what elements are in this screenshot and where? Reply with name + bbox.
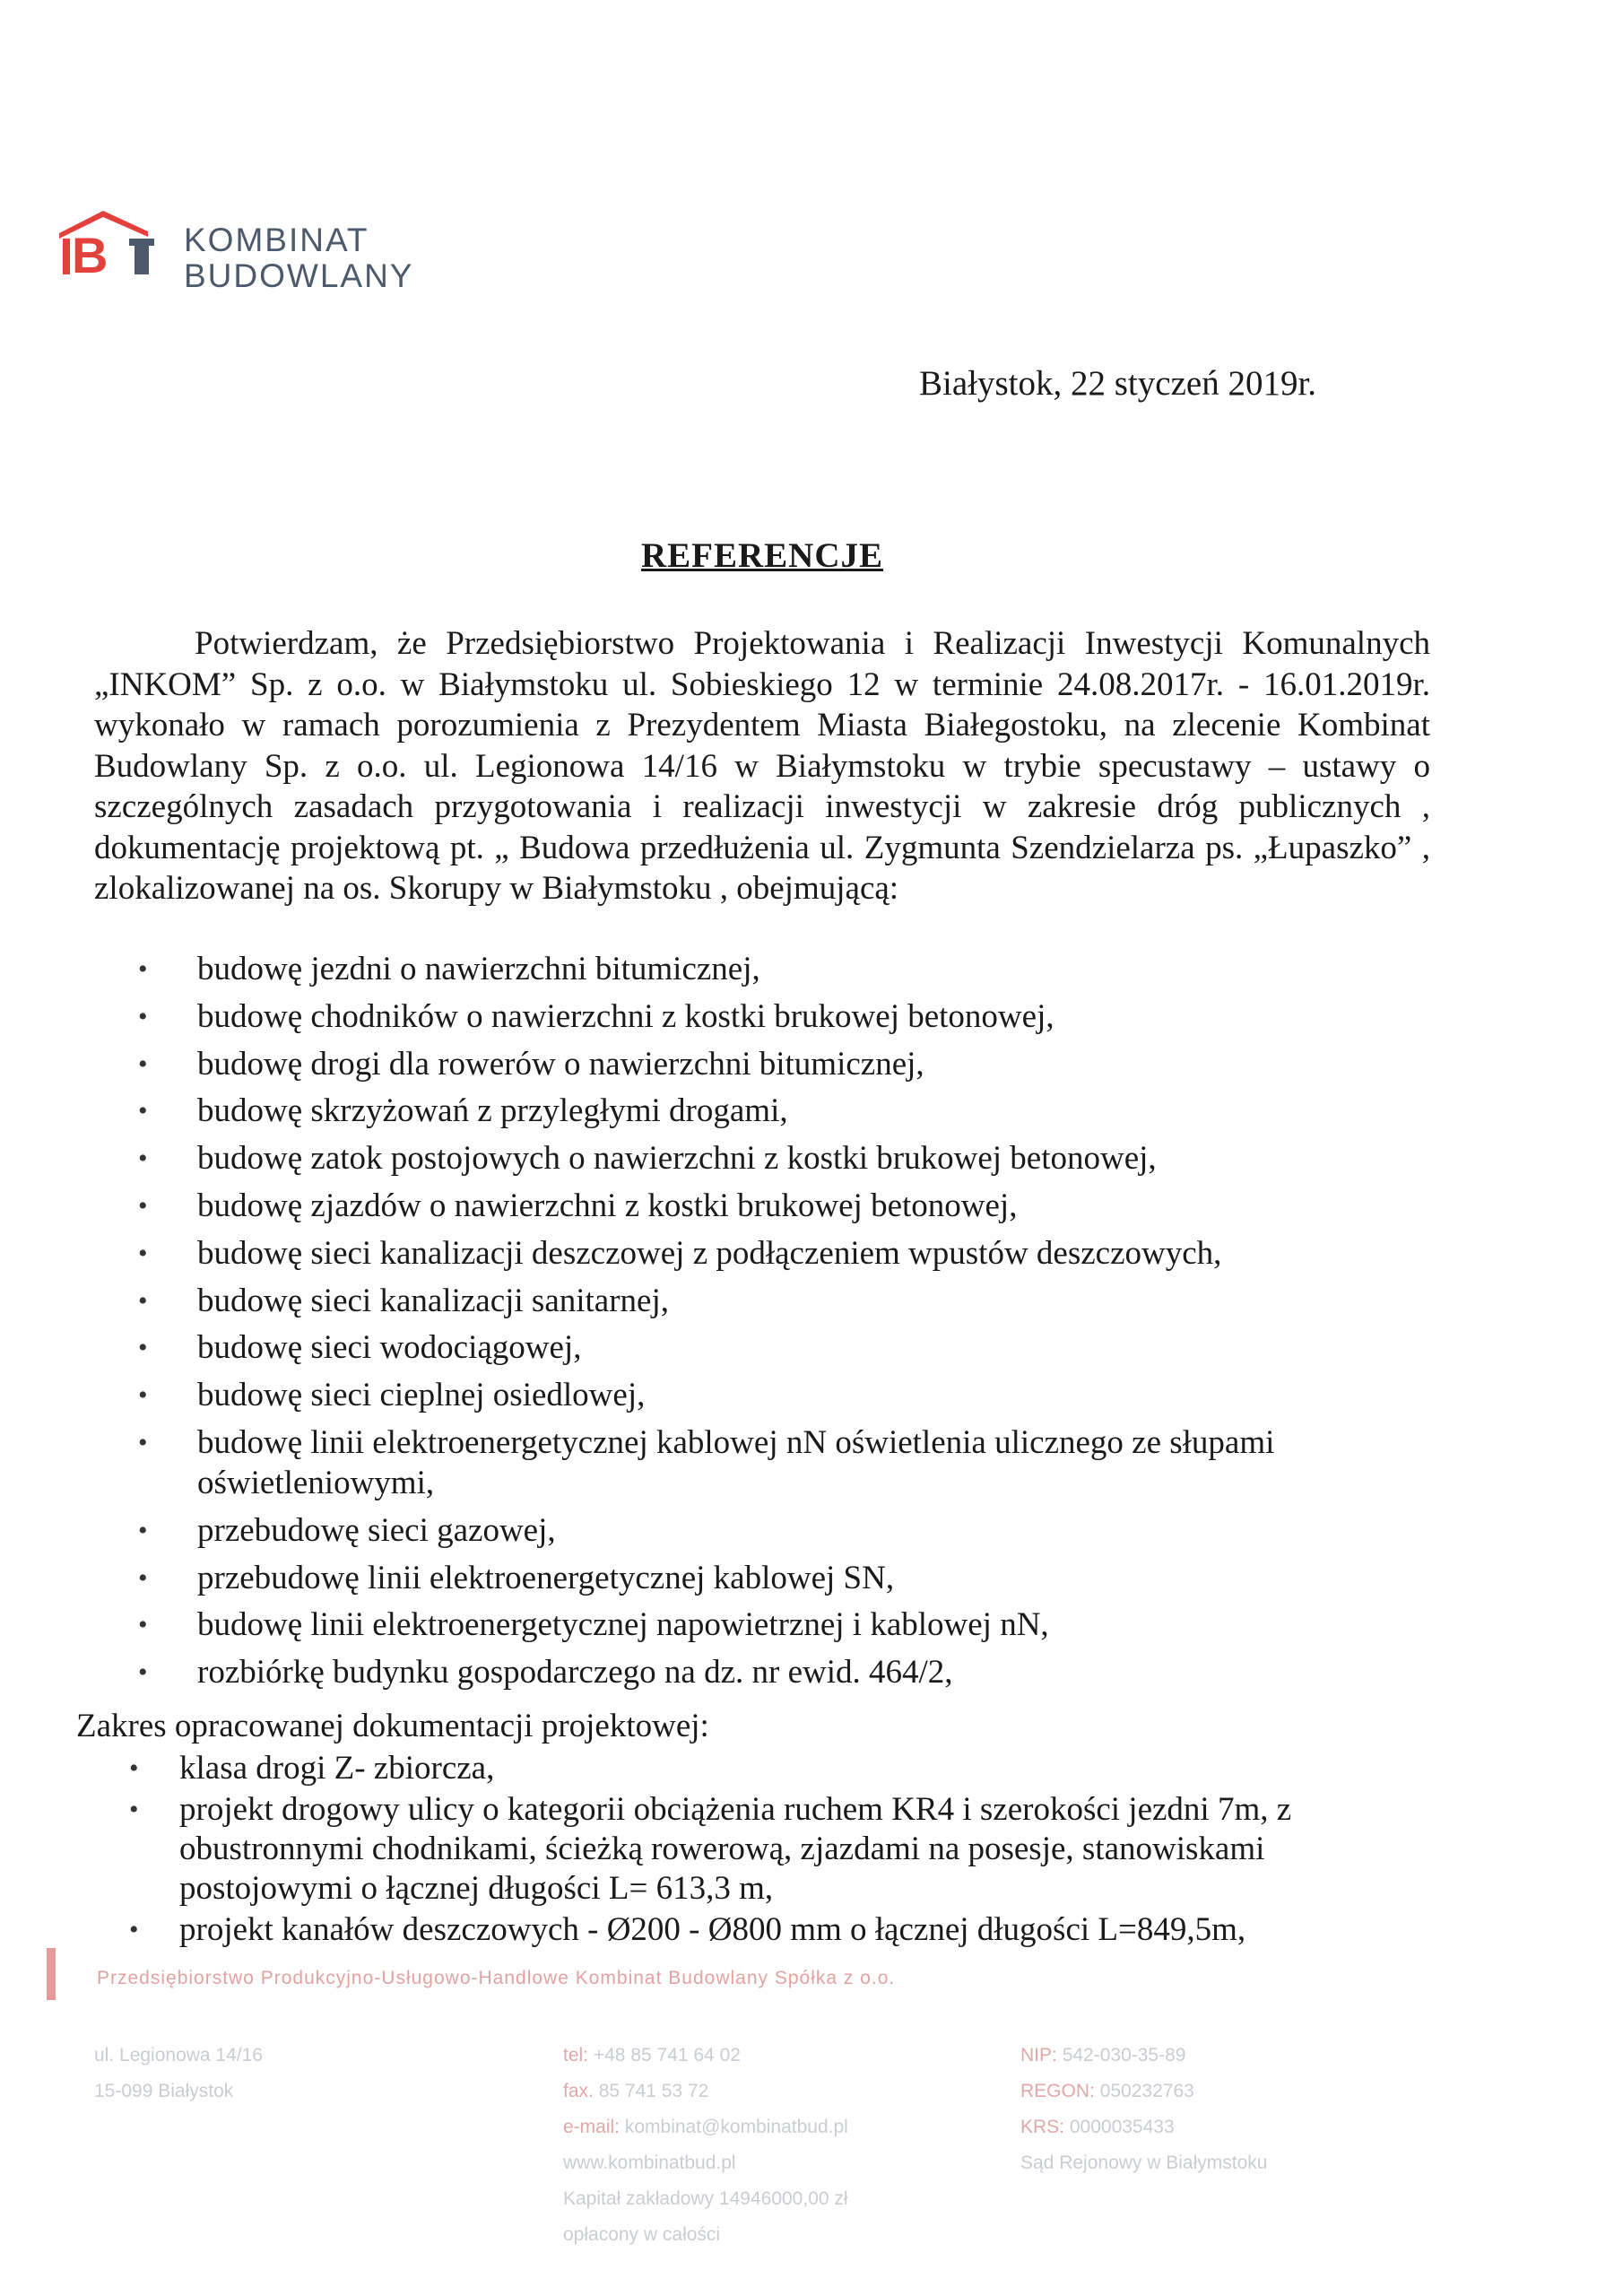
capital-paid-line — [563, 2217, 848, 2253]
address-line: 15-099 Białystok — [94, 2081, 234, 2101]
list-item: • budowę linii elektroenergetycznej kablowej nN oświetlenia ulicznego ze słupami oświetleniowymi, — [135, 1422, 1426, 1503]
footer-registry — [1020, 2038, 1267, 2181]
nip-label: NIP: — [1020, 2045, 1057, 2066]
footer-company-name: Przedsiębiorstwo Produkcyjno-Usługowo-Handlowe Kombinat Budowlany Spółka z o.o. — [97, 1968, 896, 1988]
works-list — [135, 949, 1426, 1700]
capital-line — [563, 2181, 848, 2217]
svg-text:B: B — [72, 227, 108, 278]
list-item: • budowę chodników o nawierzchni z kostki brukowej betonowej, — [135, 996, 1426, 1037]
capital-value: Kapitał zakładowy 14946000,00 zł — [563, 2188, 848, 2209]
list-item: • budowę skrzyżowań z przyległymi drogami, — [135, 1091, 1426, 1131]
registry-krs — [1020, 2109, 1267, 2145]
website-value: www.kombinatbud.pl — [563, 2152, 736, 2173]
regon-label: REGON: — [1020, 2081, 1095, 2101]
krs-label: KRS: — [1020, 2117, 1065, 2137]
list-item: • budowę drogi dla rowerów o nawierzchni bitumicznej, — [135, 1044, 1426, 1084]
address-line: ul. Legionowa 14/16 — [94, 2045, 263, 2066]
list-item: • budowę sieci cieplnej osiedlowej, — [135, 1375, 1426, 1415]
regon-value: 050232763 — [1099, 2081, 1194, 2101]
list-item: • budowę sieci kanalizacji deszczowej z podłączeniem wpustów deszczowych, — [135, 1233, 1426, 1274]
list-item: • budowę linii elektroenergetycznej napowietrznej i kablowej nN, — [135, 1605, 1426, 1645]
phone-label: tel: — [563, 2045, 589, 2066]
contact-fax — [563, 2074, 848, 2109]
letter-date: Białystok, 22 styczeń 2019r. — [919, 364, 1317, 403]
logo-line-2: BUDOWLANY — [184, 257, 414, 294]
footer-contact — [563, 2038, 848, 2253]
fax-label: fax. — [563, 2081, 594, 2101]
krs-value: 0000035433 — [1069, 2117, 1175, 2137]
list-item: • rozbiórkę budynku gospodarczego na dz. nr ewid. 464/2, — [135, 1652, 1426, 1692]
list-item: • klasa drogi Z- zbiorcza, — [126, 1749, 1417, 1788]
list-item: • przebudowę sieci gazowej, — [135, 1510, 1426, 1551]
intro-paragraph — [94, 623, 1430, 909]
list-item: • budowę sieci wodociągowej, — [135, 1327, 1426, 1368]
email-label: e-mail: — [563, 2117, 621, 2137]
capital-paid-value: opłacony w całości — [563, 2224, 721, 2245]
intro-text: Potwierdzam, że Przedsiębiorstwo Projektowania i Realizacji Inwestycji Komunalnych „INKOM” Sp. z o.o. w Białymstoku ul. Sobieskiego 12 w terminie 24.08.2017r. - 16.01.2019r. wykonało w ramach porozumienia z Prezydentem Miasta Białegostoku, na zlecenie Kombinat Budowlany Sp. z o.o. ul. Legionowa 14/16 w Białymstoku w trybie specustawy – ustawy o szczególnych zasadach przygotowania i realizacji inwestycji w zakresie dróg publicznych , dokumentację projektową pt. „ Budowa przedłużenia ul. Zygmunta Szendzielarza ps. „Łupaszko” , zlokalizowanej na os. Skorupy w Białymstoku , obejmującą: — [94, 625, 1430, 907]
company-logo — [54, 206, 430, 305]
footer-address — [94, 2038, 263, 2109]
court-value: Sąd Rejonowy w Białymstoku — [1020, 2152, 1268, 2173]
list-item: • budowę zatok postojowych o nawierzchni z kostki brukowej betonowej, — [135, 1138, 1426, 1178]
registry-regon — [1020, 2074, 1267, 2109]
scope-list — [126, 1749, 1417, 1952]
list-item: • projekt drogowy ulicy o kategorii obciążenia ruchem KR4 i szerokości jezdni 7m, z obustronnymi chodnikami, ścieżką rowerową, zjazdami na posesje, stanowiskami postojowymi o łącznej długości L= 613,3 m, — [126, 1790, 1417, 1909]
phone-value: +48 85 741 64 02 — [593, 2045, 741, 2066]
email-value: kombinat@kombinatbud.pl — [624, 2117, 848, 2137]
nip-value: 542-030-35-89 — [1062, 2045, 1186, 2066]
contact-phone — [563, 2038, 848, 2074]
contact-website — [563, 2145, 848, 2181]
footer-accent-bar — [47, 1948, 56, 2000]
list-item: • budowę sieci kanalizacji sanitarnej, — [135, 1281, 1426, 1321]
registry-court — [1020, 2145, 1267, 2181]
letter-title: REFERENCJE — [640, 536, 884, 575]
logo-wordmark — [184, 222, 413, 294]
contact-email — [563, 2109, 848, 2145]
kb-logo-icon — [54, 206, 188, 278]
list-item: • przebudowę linii elektroenergetycznej kablowej SN, — [135, 1558, 1426, 1598]
list-item: • projekt kanałów deszczowych - Ø200 - Ø800 mm o łącznej długości L=849,5m, — [126, 1910, 1417, 1950]
scope-heading: Zakres opracowanej dokumentacji projektowej: — [76, 1708, 709, 1744]
fax-value: 85 741 53 72 — [598, 2081, 709, 2101]
list-item: • budowę jezdni o nawierzchni bitumicznej, — [135, 949, 1426, 989]
list-item: • budowę zjazdów o nawierzchni z kostki brukowej betonowej, — [135, 1186, 1426, 1226]
logo-line-1: KOMBINAT — [184, 222, 369, 258]
registry-nip — [1020, 2038, 1267, 2074]
